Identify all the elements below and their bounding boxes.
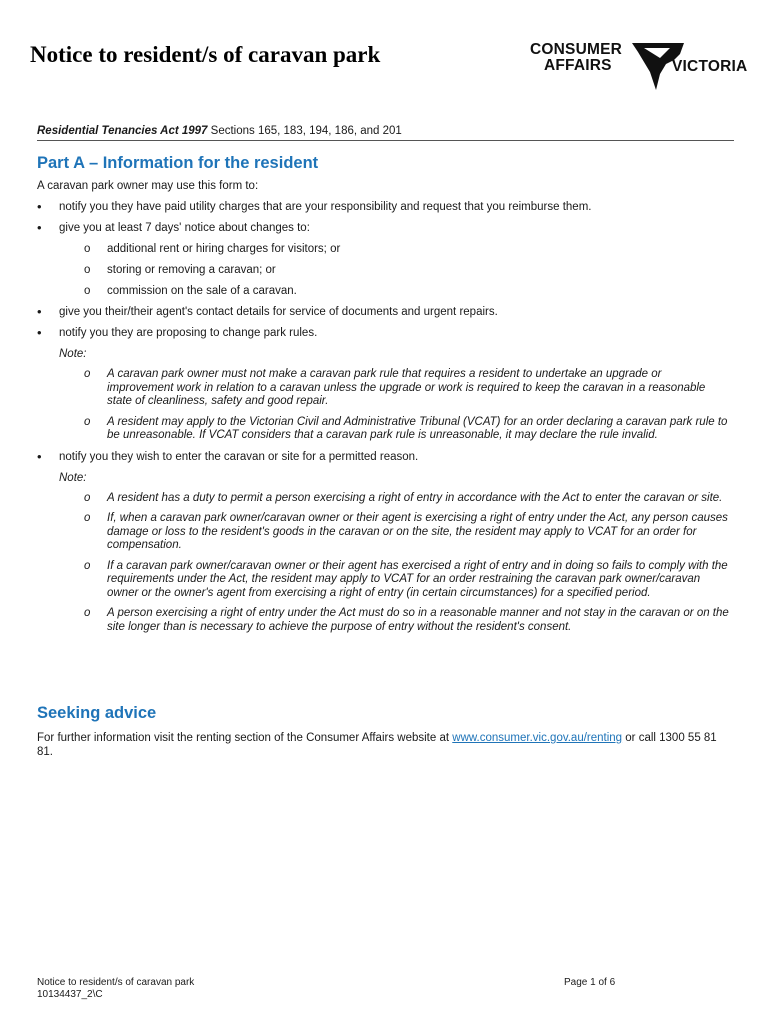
note-item (37, 492, 734, 506)
act-reference (37, 125, 734, 141)
note-text: If, when a caravan park owner/caravan owner or their agent is exercising a right of entry under the Act, any person causes damage or loss to the resident's goods in the caravan or on the site, the resident may apply to VCAT for an order for compensation. (107, 512, 728, 551)
list-item: • give you at least 7 days' notice about changes to: (37, 221, 734, 235)
sub-marker: o (84, 243, 91, 255)
note-label: Note: (59, 348, 87, 360)
note-text: A resident has a duty to permit a person exercising a right of entry in accordance with the Act to enter the caravan or site. (107, 491, 723, 504)
list-item: • notify you they wish to enter the caravan or site for a permitted reason. (37, 450, 734, 464)
list-item: • give you their/their agent's contact details for service of documents and urgent repairs. (37, 305, 734, 319)
sub-item-text: commission on the sale of a caravan. (107, 285, 297, 297)
sub-marker: o (84, 264, 91, 276)
logo-line-affairs: AFFAIRS (544, 57, 612, 74)
sub-list-item (37, 263, 734, 277)
sub-item-text: additional rent or hiring charges for visitors; or (107, 243, 341, 255)
sub-item-text: storing or removing a caravan; or (107, 264, 276, 276)
footer-page-number: Page 1 of 6 (564, 977, 616, 988)
sub-list-item (37, 242, 734, 256)
note-item (37, 416, 734, 443)
act-name: Residential Tenancies Act 1997 (37, 125, 208, 137)
note-text: A caravan park owner must not make a caravan park rule that requires a resident to undertake an upgrade or improvement work in relation to a caravan unless the upgrade or work is required to keep the caravan in a reasonable state of cleanliness, safety and good repair. (107, 368, 706, 407)
note-text: If a caravan park owner/caravan owner or their agent has exercised a right of entry and in doing so fails to comply with the requirements under the Act, the resident may apply to VCAT for an order restraining the caravan park owner/caravan owner or the owner's agent from exercising a right of entry (in certain circumstances) for a specified period. (107, 559, 728, 599)
sub-marker: o (84, 559, 91, 572)
note-item (37, 560, 734, 601)
list-item: • notify you they have paid utility charges that are your responsibility and request that you reimburse them. (37, 200, 734, 214)
sub-list-item (37, 284, 734, 298)
sub-marker: o (84, 607, 91, 619)
note-label: Note: (59, 471, 87, 484)
list-item: • notify you they are proposing to change park rules. (37, 326, 734, 340)
sub-marker: o (84, 491, 91, 504)
note-item (37, 607, 734, 634)
note-item (37, 368, 734, 409)
logo-line-consumer: CONSUMER (530, 41, 623, 58)
advice-text-before: For further information visit the renting section of the Consumer Affairs website at (37, 732, 453, 744)
footer-doc-info (37, 977, 194, 1001)
renting-website-link[interactable]: www.consumer.vic.gov.au/renting (452, 732, 623, 744)
seeking-advice-heading: Seeking advice (37, 704, 157, 722)
seeking-advice-text (37, 731, 734, 759)
consumer-affairs-victoria-logo (530, 40, 748, 96)
sub-marker: o (84, 285, 91, 297)
footer-doc-title: Notice to resident/s of caravan park (37, 977, 195, 988)
sub-marker: o (84, 368, 91, 380)
act-sections: Sections 165, 183, 194, 186, and 201 (207, 125, 402, 137)
note-text: A resident may apply to the Victorian Civil and Administrative Tribunal (VCAT) for an order declaring a caravan park rule to be unreasonable. If VCAT considers that a caravan park rule is unreasonable, it may declare the rule invalid. (107, 415, 728, 441)
sub-marker: o (84, 512, 91, 524)
part-a-list (37, 200, 734, 641)
part-a-heading: Part A – Information for the resident (37, 154, 319, 172)
document-page (30, 0, 748, 1024)
advice-text-after: or call 1300 55 81 81. (37, 732, 717, 758)
sub-marker: o (84, 415, 91, 428)
logo-line-victoria: VICTORIA (672, 58, 748, 75)
footer-doc-code: 10134437_2\C (37, 989, 103, 1000)
note-item (37, 512, 734, 553)
note-text: A person exercising a right of entry under the Act must do so in a reasonable manner and not stay in the caravan or on the site longer than is necessary to achieve the purpose of entry without the resident's consent. (107, 607, 729, 633)
part-a-intro: A caravan park owner may use this form to: (37, 180, 259, 192)
page-title: Notice to resident/s of caravan park (30, 42, 381, 67)
